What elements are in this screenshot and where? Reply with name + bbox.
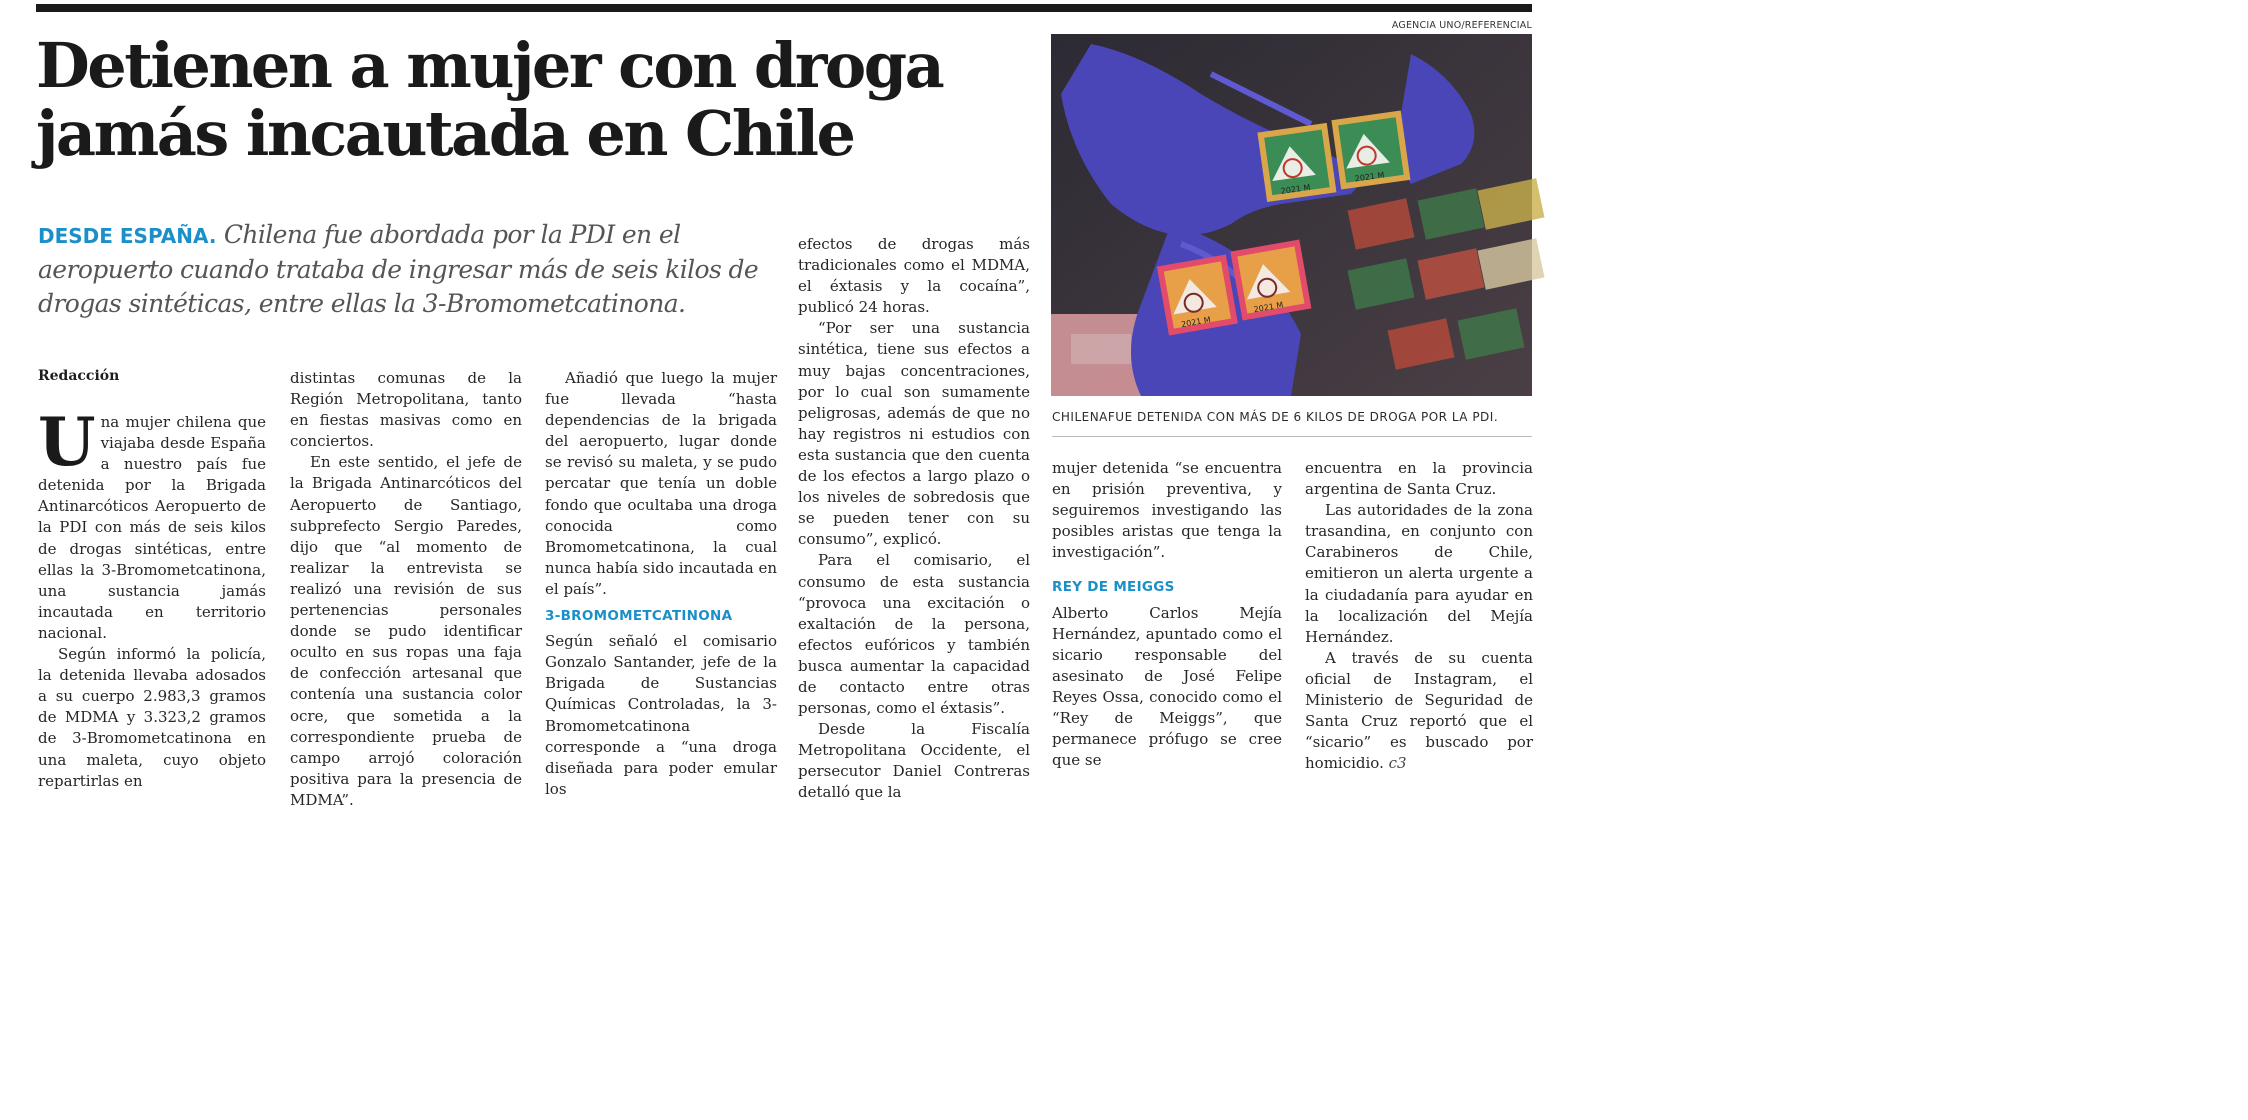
paragraph: Para el comisario, el consumo de esta sustancia “provoca una excitación o exaltación de la persona, efectos eufóricos y también busca aumentar la capacidad de contacto entre otras personas, como el éxtasis”. xyxy=(798,551,1030,718)
article-column-4 xyxy=(798,234,1030,802)
deck xyxy=(38,218,784,321)
subhead: REY DE MEIGGS xyxy=(1052,579,1175,596)
tab-label: 2021 M xyxy=(1280,182,1311,196)
photo-caption: CHILENAFUE DETENIDA CON MÁS DE 6 KILOS DE DROGA POR LA PDI. xyxy=(1052,410,1499,424)
headline-line-1: Detienen a mujer con droga xyxy=(36,29,943,102)
tab-label: 2021 M xyxy=(1180,315,1212,330)
paragraph: Las autoridades de la zona trasandina, en conjunto con Carabineros de Chile, emitieron un alerta urgente a la ciudadanía para ayudar en la localización del Mejía Hernández. xyxy=(1305,501,1533,646)
end-mark: c3 xyxy=(1388,754,1407,773)
article-column-2 xyxy=(290,368,522,809)
headline xyxy=(36,29,1036,170)
paragraph: Según informó la policía, la detenida llevaba adosados a su cuerpo 2.983,3 gramos de MDMA y 3.323,2 gramos de 3-Bromometcatinona en una maleta, cuyo objeto repartirlas en xyxy=(38,645,266,790)
paragraph: Alberto Carlos Mejía Hernández, apuntado como el sicario responsable del asesinato de José Felipe Reyes Ossa, conocido como el “Rey de Meiggs”, que permanece prófugo se cree que se xyxy=(1052,603,1282,770)
paragraph: efectos de drogas más tradicionales como el MDMA, el éxtasis y la cocaína”, publicó 24 horas. xyxy=(798,235,1030,317)
article-column-1 xyxy=(38,403,266,790)
deck-kicker: DESDE ESPAÑA. xyxy=(38,224,217,248)
photo-credit: AGENCIA UNO/REFERENCIAL xyxy=(1391,20,1532,31)
tab-label: 2021 M xyxy=(1354,170,1385,184)
paragraph: mujer detenida “se encuentra en prisión preventiva, y seguiremos investigando las posibles aristas que tenga la investigación”. xyxy=(1052,459,1282,562)
paragraph: na mujer chilena que viajaba desde España a nuestro país fue detenida por la Brigada Antinarcóticos Aeropuerto de la PDI con más de seis kilos de drogas sintéticas, entre ellas la 3-Bromometcatinona, una sustancia jamás incautada en territorio nacional. xyxy=(38,413,266,642)
subhead: 3-BROMOMETCATINONA xyxy=(545,608,733,625)
paragraph: distintas comunas de la Región Metropolitana, tanto en fiestas masivas como en conciertos. xyxy=(290,369,522,451)
headline-line-2: jamás incautada en Chile xyxy=(36,97,854,170)
paragraph: A través de su cuenta oficial de Instagram, el Ministerio de Seguridad de Santa Cruz reportó que el “sicario” es buscado por homicidio. xyxy=(1305,648,1533,773)
top-rule xyxy=(36,4,1532,12)
article-column-5 xyxy=(1052,458,1282,772)
paragraph: Desde la Fiscalía Metropolitana Occidente, el persecutor Daniel Contreras detalló que la xyxy=(798,720,1030,802)
paragraph: Añadió que luego la mujer fue llevada “hasta dependencias de la brigada del aeropuerto, lugar donde se revisó su maleta, y se pudo percatar que tenía un doble fondo que ocultaba una droga conocida como Bromometcatinona, la cual nunca había sido incautada en el país”. xyxy=(545,369,777,598)
tab-label: 2021 M xyxy=(1253,300,1284,315)
caption-rule xyxy=(1052,436,1532,437)
paragraph: En este sentido, el jefe de la Brigada Antinarcóticos del Aeropuerto de Santiago, subprefecto Sergio Paredes, dijo que “al momento de realizar la entrevista se realizó una revisión de sus pertenencias personales donde se pudo identificar oculto en sus ropas una faja de confección artesanal que contenía una sustancia color ocre, que sometida a la correspondiente prueba de campo arrojó coloración positiva para la presencia de MDMA”. xyxy=(290,453,522,809)
paragraph: encuentra en la provincia argentina de Santa Cruz. xyxy=(1305,459,1533,499)
paragraph: “Por ser una sustancia sintética, tiene sus efectos a muy bajas concentraciones, por lo cual son sumamente peligrosas, además de que no hay registros ni estudios con esta sustancia que den cuenta de los efectos a largo plazo o los niveles de sobredosis que se pueden tener con su consumo”, explicó. xyxy=(798,319,1030,549)
photo-drug-tabs xyxy=(1051,34,1532,396)
byline: Redacción xyxy=(38,368,120,384)
article-column-3 xyxy=(545,368,777,798)
paragraph: Según señaló el comisario Gonzalo Santander, jefe de la Brigada de Sustancias Químicas Controladas, la 3-Bromometcatinona corresponde a “una droga diseñada para poder emular los xyxy=(545,632,777,798)
article-photo xyxy=(1051,34,1532,396)
deck-text: Chilena fue abordada por la PDI en el aeropuerto cuando trataba de ingresar más de seis kilos de drogas sintéticas, entre ellas la 3-Bromometcatinona. xyxy=(38,220,759,318)
article-column-6 xyxy=(1305,458,1533,772)
drop-cap: U xyxy=(38,403,96,481)
